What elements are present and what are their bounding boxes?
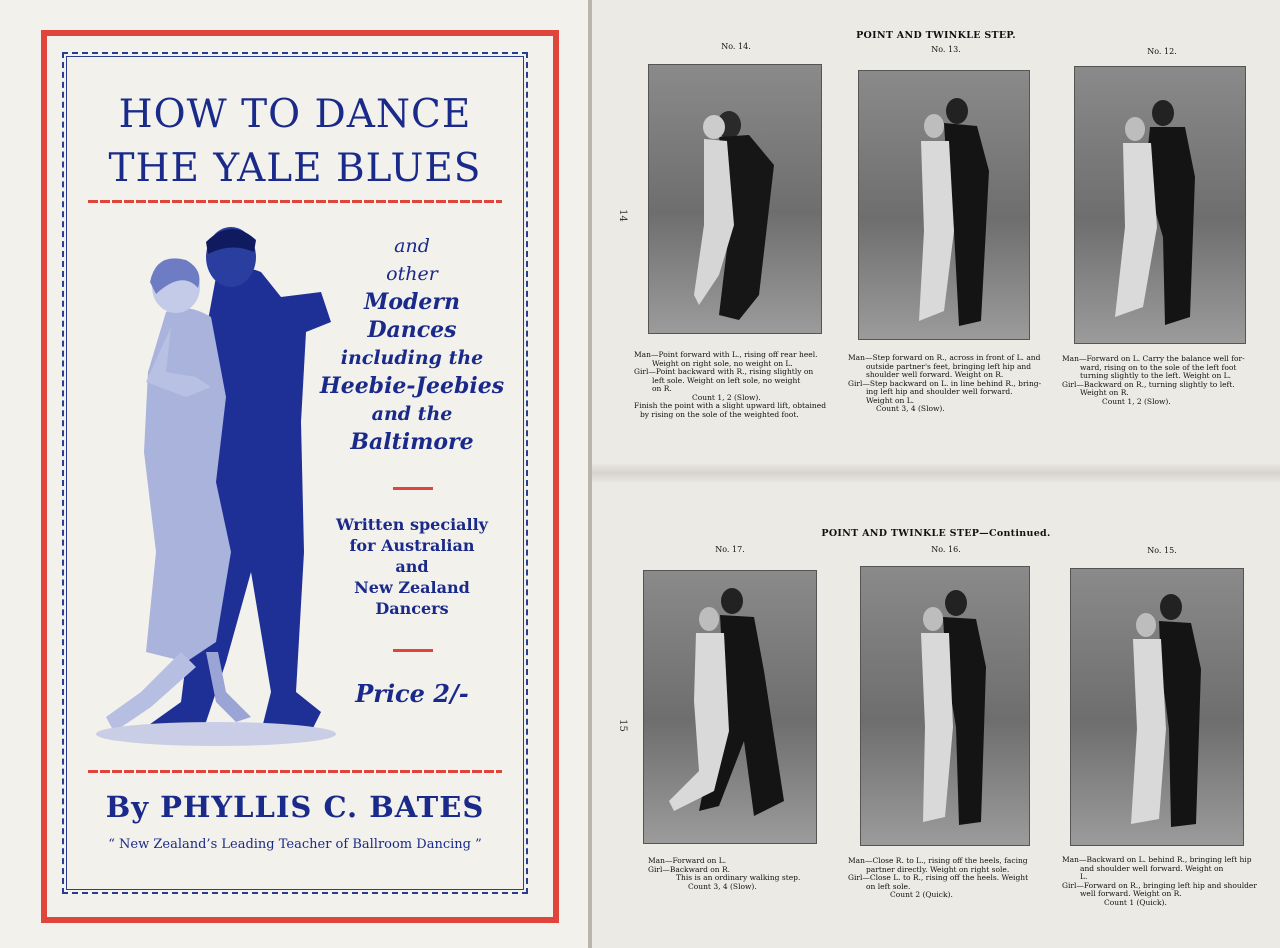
step-number: No. 12.: [1147, 47, 1177, 56]
caption-line: Girl—Close L. to R., rising off the heels. Weight: [848, 873, 1029, 882]
dance-photo: [860, 566, 1030, 846]
subtitle-line: Modern: [364, 289, 460, 315]
caption-line: ing left hip and shoulder well forward.: [866, 387, 1013, 396]
caption-line: outside partner's feet, bringing left hip and: [866, 361, 1032, 371]
author-divider: [88, 770, 502, 773]
caption-line: Man—Forward on L. Carry the balance well for-: [1062, 354, 1245, 363]
title-line-2: THE YALE BLUES: [108, 146, 482, 191]
written-for-block: [322, 514, 502, 619]
caption-line: Count 2 (Quick).: [890, 890, 953, 899]
step-caption: [848, 857, 1028, 900]
caption-line: Count 1, 2 (Slow).: [1102, 396, 1171, 406]
section-title: POINT AND TWINKLE STEP.: [856, 30, 1016, 41]
dance-photo: [643, 570, 817, 844]
author-name: By PHYLLIS C. BATES: [105, 790, 485, 824]
caption-line: Finish the point with a slight upward lift, obtained: [634, 401, 827, 410]
caption-line: and shoulder well forward. Weight on: [1080, 863, 1224, 873]
caption-line: partner directly. Weight on right sole.: [866, 864, 1010, 874]
page-number: 14: [616, 209, 628, 222]
step-number: No. 17.: [715, 545, 745, 554]
price-label: Price 2/-: [355, 679, 469, 708]
step-caption: [634, 351, 826, 419]
caption-line: Girl—Backward on R.: [648, 864, 731, 874]
caption-line: well forward. Weight on R.: [1080, 889, 1182, 898]
caption-line: turning slightly to the left. Weight on L.: [1080, 371, 1232, 380]
written-line: and: [395, 557, 429, 576]
author-tagline: “ New Zealand’s Leading Teacher of Ballroom Dancing ”: [108, 837, 482, 852]
caption-line: Count 3, 4 (Slow).: [876, 404, 945, 413]
page-top: [592, 0, 1280, 466]
caption-line: This is an ordinary walking step.: [676, 873, 801, 882]
cover-title: [70, 88, 520, 196]
caption-line: Weight on R.: [1080, 388, 1129, 397]
subtitle-line: other: [386, 263, 438, 285]
caption-line: Count 3, 4 (Slow).: [688, 881, 757, 891]
caption-line: shoulder well forward. Weight on R.: [866, 370, 1004, 379]
step-number: No. 15.: [1147, 546, 1177, 555]
short-divider: [393, 649, 433, 652]
subtitle-line: including the: [340, 347, 484, 369]
written-line: Dancers: [375, 599, 449, 618]
step-caption: [1062, 355, 1245, 406]
caption-line: Weight on L.: [866, 395, 915, 405]
caption-line: Man—Close R. to L., rising off the heels, facing: [848, 856, 1028, 865]
step-caption: [648, 857, 800, 891]
title-divider: [88, 200, 502, 203]
caption-line: Man—Backward on L. behind R., bringing left hip: [1062, 855, 1252, 864]
step-number: No. 14.: [721, 42, 751, 51]
caption-line: left sole. Weight on left sole, no weight: [652, 375, 801, 385]
cover-page: [0, 0, 588, 948]
caption-line: Count 1 (Quick).: [1104, 897, 1167, 907]
caption-line: Man—Step forward on R., across in front of L. and: [848, 353, 1041, 362]
step-number: No. 13.: [931, 45, 961, 54]
step-number: No. 16.: [931, 545, 961, 554]
caption-line: Girl—Forward on R., bringing left hip and shoulder: [1062, 880, 1257, 890]
written-line: New Zealand: [354, 578, 470, 597]
subtitle-line: and the: [371, 403, 453, 425]
dance-photo: [648, 64, 822, 334]
caption-line: Weight on right sole, no weight on L.: [652, 358, 793, 368]
short-divider: [393, 487, 433, 490]
caption-line: Man—Point forward with L., rising off rear heel.: [634, 350, 818, 359]
caption-line: on left sole.: [866, 881, 911, 891]
caption-line: L.: [1080, 872, 1088, 881]
written-line: for Australian: [349, 536, 475, 555]
dancing-couple-illustration: [86, 222, 346, 752]
caption-line: Girl—Step backward on L. in line behind R., bring-: [848, 378, 1042, 388]
page-number: 15: [616, 719, 628, 732]
step-caption: [1062, 856, 1257, 907]
cover-subtitle: [312, 232, 512, 456]
dance-photo: [1074, 66, 1246, 344]
page-bottom: [592, 482, 1280, 948]
subtitle-line: Dances: [367, 317, 457, 343]
dance-photo: [1070, 568, 1244, 846]
dance-photo: [858, 70, 1030, 340]
caption-line: Girl—Backward on R., turning slightly to left.: [1062, 379, 1235, 389]
caption-line: on R.: [652, 384, 672, 393]
subtitle-line: and: [394, 235, 430, 257]
caption-line: Girl—Point backward with R., rising slightly on: [634, 367, 814, 376]
page-fold: [592, 464, 1280, 482]
caption-line: Count 1, 2 (Slow).: [692, 392, 761, 402]
step-caption: [848, 354, 1041, 414]
title-line-1: HOW TO DANCE: [118, 92, 472, 137]
caption-line: Man—Forward on L.: [648, 856, 727, 865]
written-line: Written specially: [336, 515, 488, 534]
caption-line: by rising on the sole of the weighted foot.: [640, 409, 799, 419]
subtitle-line: Baltimore: [350, 429, 474, 455]
subtitle-line: Heebie-Jeebies: [319, 373, 505, 399]
section-title: POINT AND TWINKLE STEP—Continued.: [821, 528, 1051, 539]
caption-line: ward, rising on to the sole of the left foot: [1080, 362, 1237, 372]
